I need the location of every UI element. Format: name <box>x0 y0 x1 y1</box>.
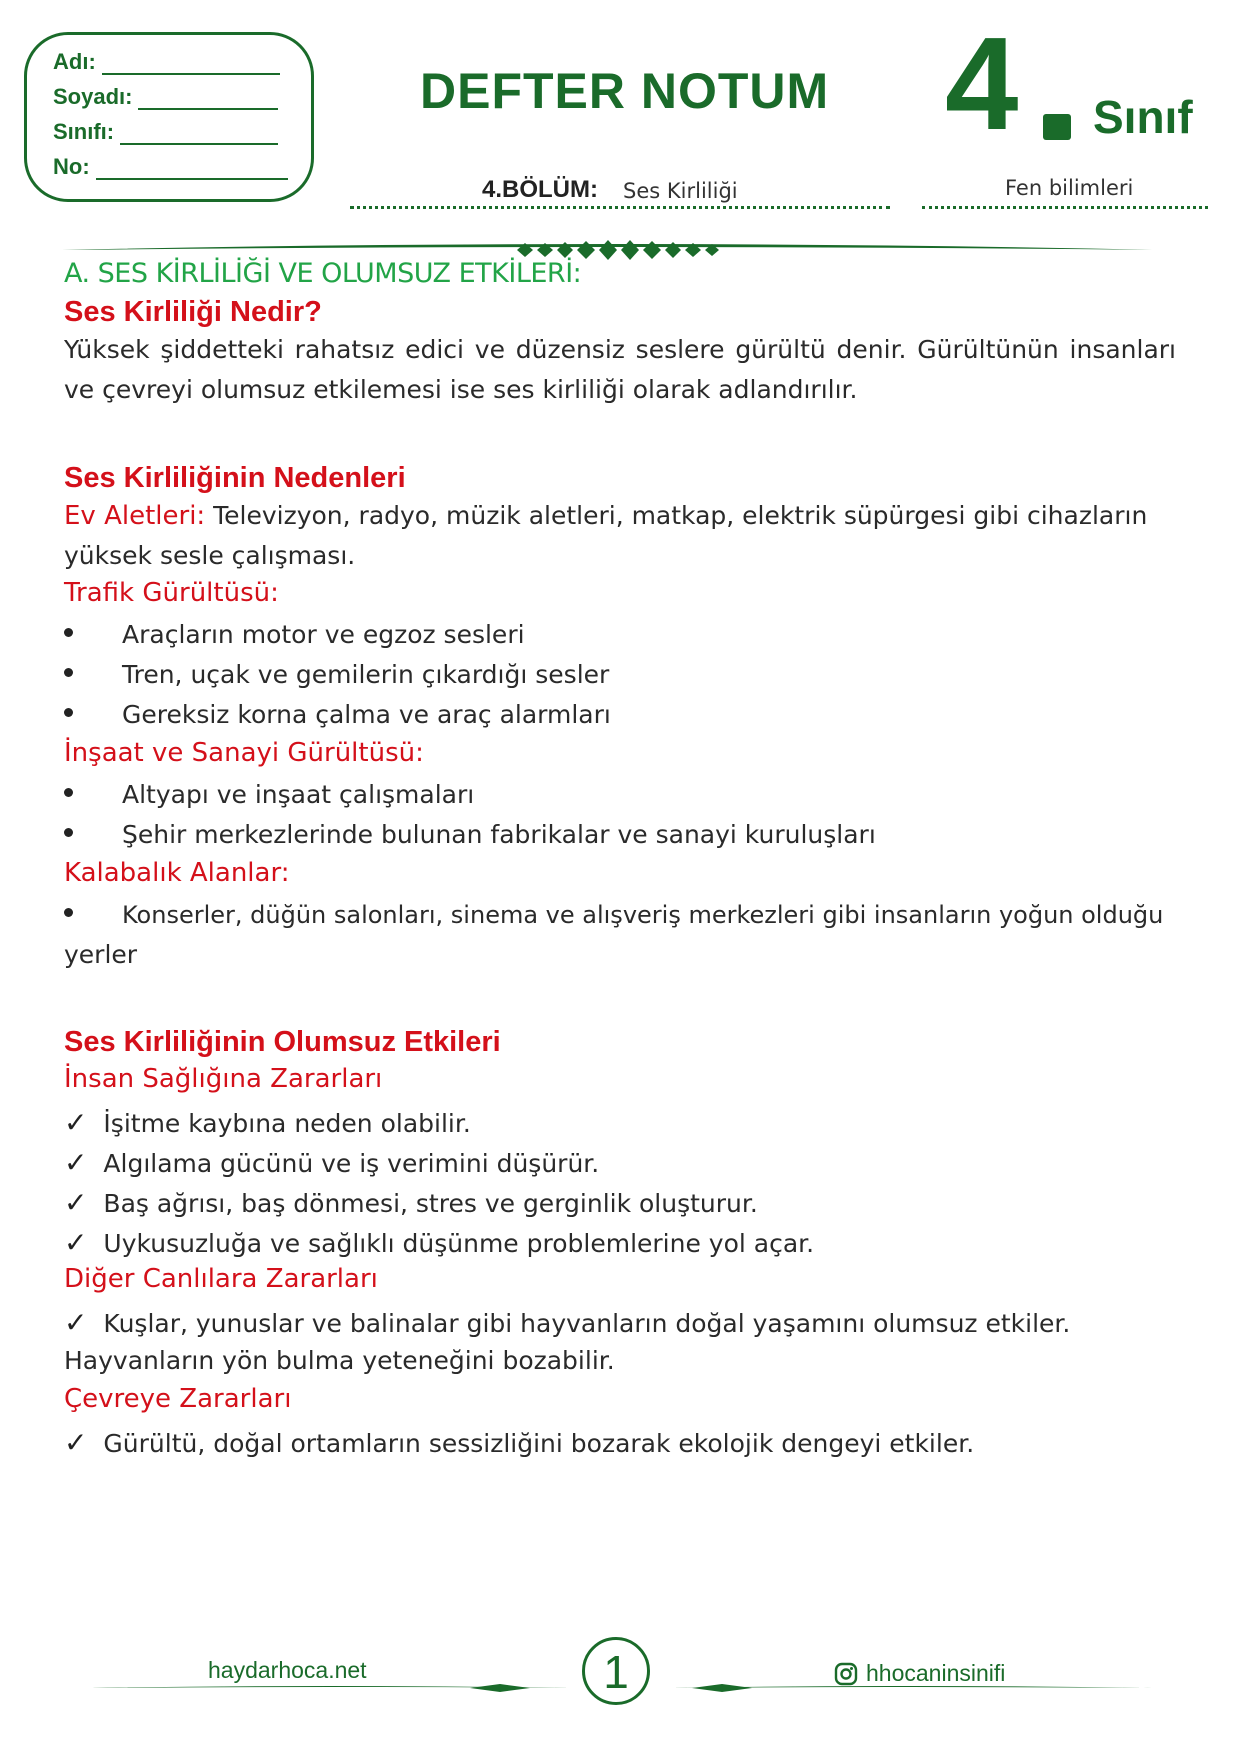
checklist-item-text: Kuşlar, yunuslar ve balinalar gibi hayvanların doğal yaşamını olumsuz etkiler. <box>103 1309 1071 1338</box>
name-label: Adı: <box>53 49 96 74</box>
list-item <box>64 900 1176 929</box>
grade-dot <box>1043 114 1071 140</box>
home-appliances-label: Ev Aletleri: <box>64 501 206 531</box>
other-living-text: Hayvanların yön bulma yeteneğini bozabilir. <box>64 1346 615 1375</box>
class-label: Sınıfı: <box>53 119 115 144</box>
surname-blank[interactable] <box>138 88 278 110</box>
checklist-item <box>64 1106 1164 1139</box>
list-item-continuation: yerler <box>64 940 138 969</box>
checklist-item <box>64 1226 1164 1259</box>
list-item <box>64 660 1164 689</box>
check-icon: ✓ <box>64 1186 88 1219</box>
checklist-item <box>64 1146 1164 1179</box>
page-number: 1 <box>582 1637 650 1705</box>
bullet-icon <box>64 668 73 677</box>
student-info-box <box>24 32 314 202</box>
crowded-areas-label: Kalabalık Alanlar: <box>64 858 290 888</box>
checklist-item <box>64 1186 1164 1219</box>
bullet-icon <box>64 788 73 797</box>
instagram-icon[interactable] <box>834 1662 858 1686</box>
checklist-item-text: Baş ağrısı, baş dönmesi, stres ve gerginlik oluşturur. <box>103 1189 758 1218</box>
list-item <box>64 820 1164 849</box>
name-blank[interactable] <box>102 53 280 75</box>
check-icon: ✓ <box>64 1106 88 1139</box>
list-item <box>64 620 1164 649</box>
checklist-item <box>64 1306 1164 1339</box>
bullet-icon <box>64 908 73 917</box>
bullet-icon <box>64 828 73 837</box>
list-item <box>64 700 1164 729</box>
unit-dotted-line <box>350 172 890 209</box>
name-field[interactable] <box>53 49 280 75</box>
check-icon: ✓ <box>64 1226 88 1259</box>
list-item-text: Tren, uçak ve gemilerin çıkardığı sesler <box>122 660 610 689</box>
list-item <box>64 780 1164 809</box>
checklist-item-text: Uykusuzluğa ve sağlıklı düşünme problemlerine yol açar. <box>103 1229 815 1258</box>
list-item-text: Altyapı ve inşaat çalışmaları <box>122 780 475 809</box>
traffic-noise-label: Trafik Gürültüsü: <box>64 578 279 608</box>
number-label: No: <box>53 154 90 179</box>
section-title: A. SES KİRLİLİĞİ VE OLUMSUZ ETKİLERİ: <box>64 258 582 289</box>
list-item-text: Araçların motor ve egzoz sesleri <box>122 620 525 649</box>
home-appliances-paragraph <box>64 496 1176 576</box>
class-field[interactable] <box>53 119 278 145</box>
unit-label: 4.BÖLÜM: <box>482 176 598 203</box>
industry-noise-label: İnşaat ve Sanayi Gürültüsü: <box>64 738 424 768</box>
bullet-icon <box>64 708 73 717</box>
checklist-item-text: İşitme kaybına neden olabilir. <box>103 1109 471 1138</box>
website-link[interactable]: haydarhoca.net <box>208 1657 367 1683</box>
other-living-label: Diğer Canlılara Zararları <box>64 1264 378 1294</box>
surname-label: Soyadı: <box>53 84 133 109</box>
surname-field[interactable] <box>53 84 278 110</box>
home-appliances-text: Televizyon, radyo, müzik aletleri, matkap, elektrik süpürgesi gibi cihazların yüksek sesle çalışması. <box>64 501 1148 570</box>
unit-value: Ses Kirliliği <box>623 179 738 203</box>
bullet-icon <box>64 628 73 637</box>
grade-label: Sınıf <box>1093 91 1193 143</box>
list-item-text: Gereksiz korna çalma ve araç alarmları <box>122 700 611 729</box>
environment-label: Çevreye Zararları <box>64 1384 292 1414</box>
class-blank[interactable] <box>120 123 278 145</box>
effects-heading: Ses Kirliliğinin Olumsuz Etkileri <box>64 1026 501 1058</box>
checklist-item-text: Gürültü, doğal ortamların sessizliğini bozarak ekolojik dengeyi etkiler. <box>103 1429 975 1458</box>
human-health-label: İnsan Sağlığına Zararları <box>64 1064 383 1094</box>
subject-value: Fen bilimleri <box>1005 176 1134 200</box>
social-handle-link[interactable]: hhocaninsinifi <box>866 1660 1006 1686</box>
definition-text: Yüksek şiddetteki rahatsız edici ve düzensiz seslere gürültü denir. Gürültünün insanları ve çevreyi olumsuz etkilemesi ise ses kirliliği olarak adlandırılır. <box>64 335 1176 404</box>
check-icon: ✓ <box>64 1426 88 1459</box>
checklist-item <box>64 1426 1164 1459</box>
checklist-item-text: Algılama gücünü ve iş verimini düşürür. <box>103 1149 600 1178</box>
document-title: DEFTER NOTUM <box>420 63 830 119</box>
definition-heading: Ses Kirliliği Nedir? <box>64 296 322 328</box>
check-icon: ✓ <box>64 1146 88 1179</box>
number-blank[interactable] <box>96 158 288 180</box>
list-item-text: Konserler, düğün salonları, sinema ve alışveriş merkezleri gibi insanların yoğun olduğu <box>122 901 1164 929</box>
causes-heading: Ses Kirliliğinin Nedenleri <box>64 462 406 494</box>
grade-number: 4 <box>945 10 1019 157</box>
check-icon: ✓ <box>64 1306 88 1339</box>
number-field[interactable] <box>53 154 288 180</box>
list-item-text: Şehir merkezlerinde bulunan fabrikalar ve sanayi kuruluşları <box>122 820 876 849</box>
